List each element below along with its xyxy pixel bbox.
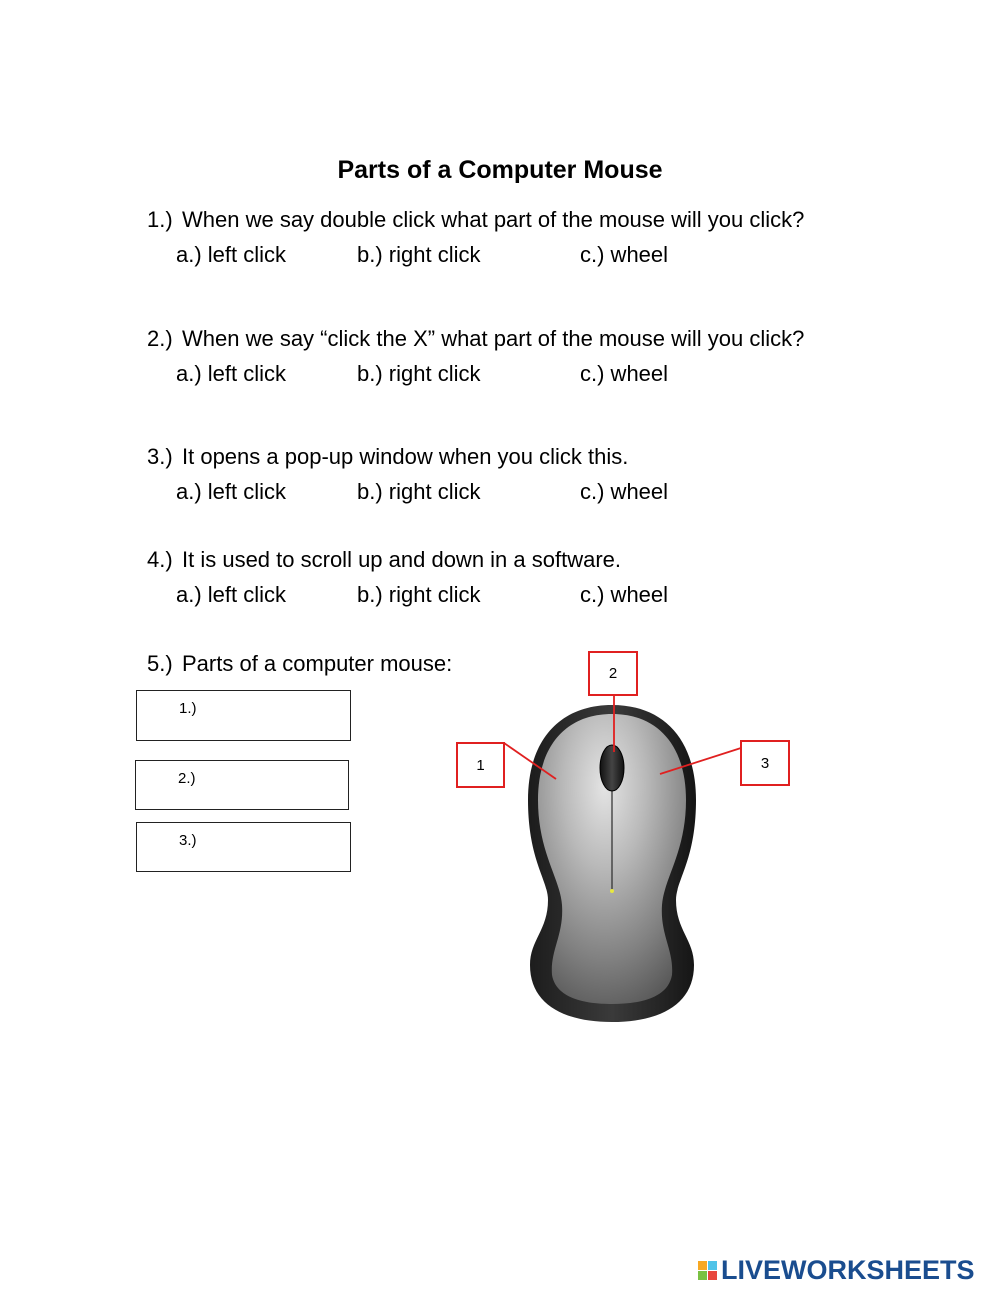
question-number: 5.) xyxy=(147,651,173,676)
liveworksheets-icon xyxy=(698,1261,717,1280)
page-title: Parts of a Computer Mouse xyxy=(337,156,663,184)
option-c[interactable]: c.) wheel xyxy=(580,479,669,504)
answer-box-label: 1.) xyxy=(179,700,197,717)
option-c[interactable]: c.) wheel xyxy=(580,582,669,607)
question-number: 2.) xyxy=(147,326,173,351)
option-c[interactable]: c.) wheel xyxy=(580,242,669,267)
callout-3: 3 xyxy=(740,740,790,786)
question-text: Parts of a computer mouse: xyxy=(182,651,453,676)
answer-box-label: 3.) xyxy=(179,832,197,849)
callout-1: 1 xyxy=(456,742,505,788)
option-b[interactable]: b.) right click xyxy=(357,361,481,386)
option-b[interactable]: b.) right click xyxy=(357,479,481,504)
question-number: 4.) xyxy=(147,547,173,572)
question-number: 1.) xyxy=(147,207,173,232)
option-a[interactable]: a.) left click xyxy=(176,242,287,267)
question-text: It opens a pop-up window when you click this. xyxy=(182,444,629,469)
question-number: 3.) xyxy=(147,444,173,469)
brand-logo xyxy=(698,1253,975,1287)
option-a[interactable]: a.) left click xyxy=(176,479,287,504)
indicator-light xyxy=(610,889,614,893)
callout-2: 2 xyxy=(588,651,638,696)
question-text: It is used to scroll up and down in a software. xyxy=(182,547,622,572)
option-c[interactable]: c.) wheel xyxy=(580,361,669,386)
answer-box-label: 2.) xyxy=(178,770,196,787)
option-a[interactable]: a.) left click xyxy=(176,582,287,607)
option-b[interactable]: b.) right click xyxy=(357,242,481,267)
question-text: When we say “click the X” what part of the mouse will you click? xyxy=(182,326,805,351)
option-a[interactable]: a.) left click xyxy=(176,361,287,386)
option-b[interactable]: b.) right click xyxy=(357,582,481,607)
brand-name: LIVEWORKSHEETS xyxy=(721,1254,975,1285)
question-text: When we say double click what part of the mouse will you click? xyxy=(182,207,805,232)
scroll-wheel xyxy=(600,745,624,791)
